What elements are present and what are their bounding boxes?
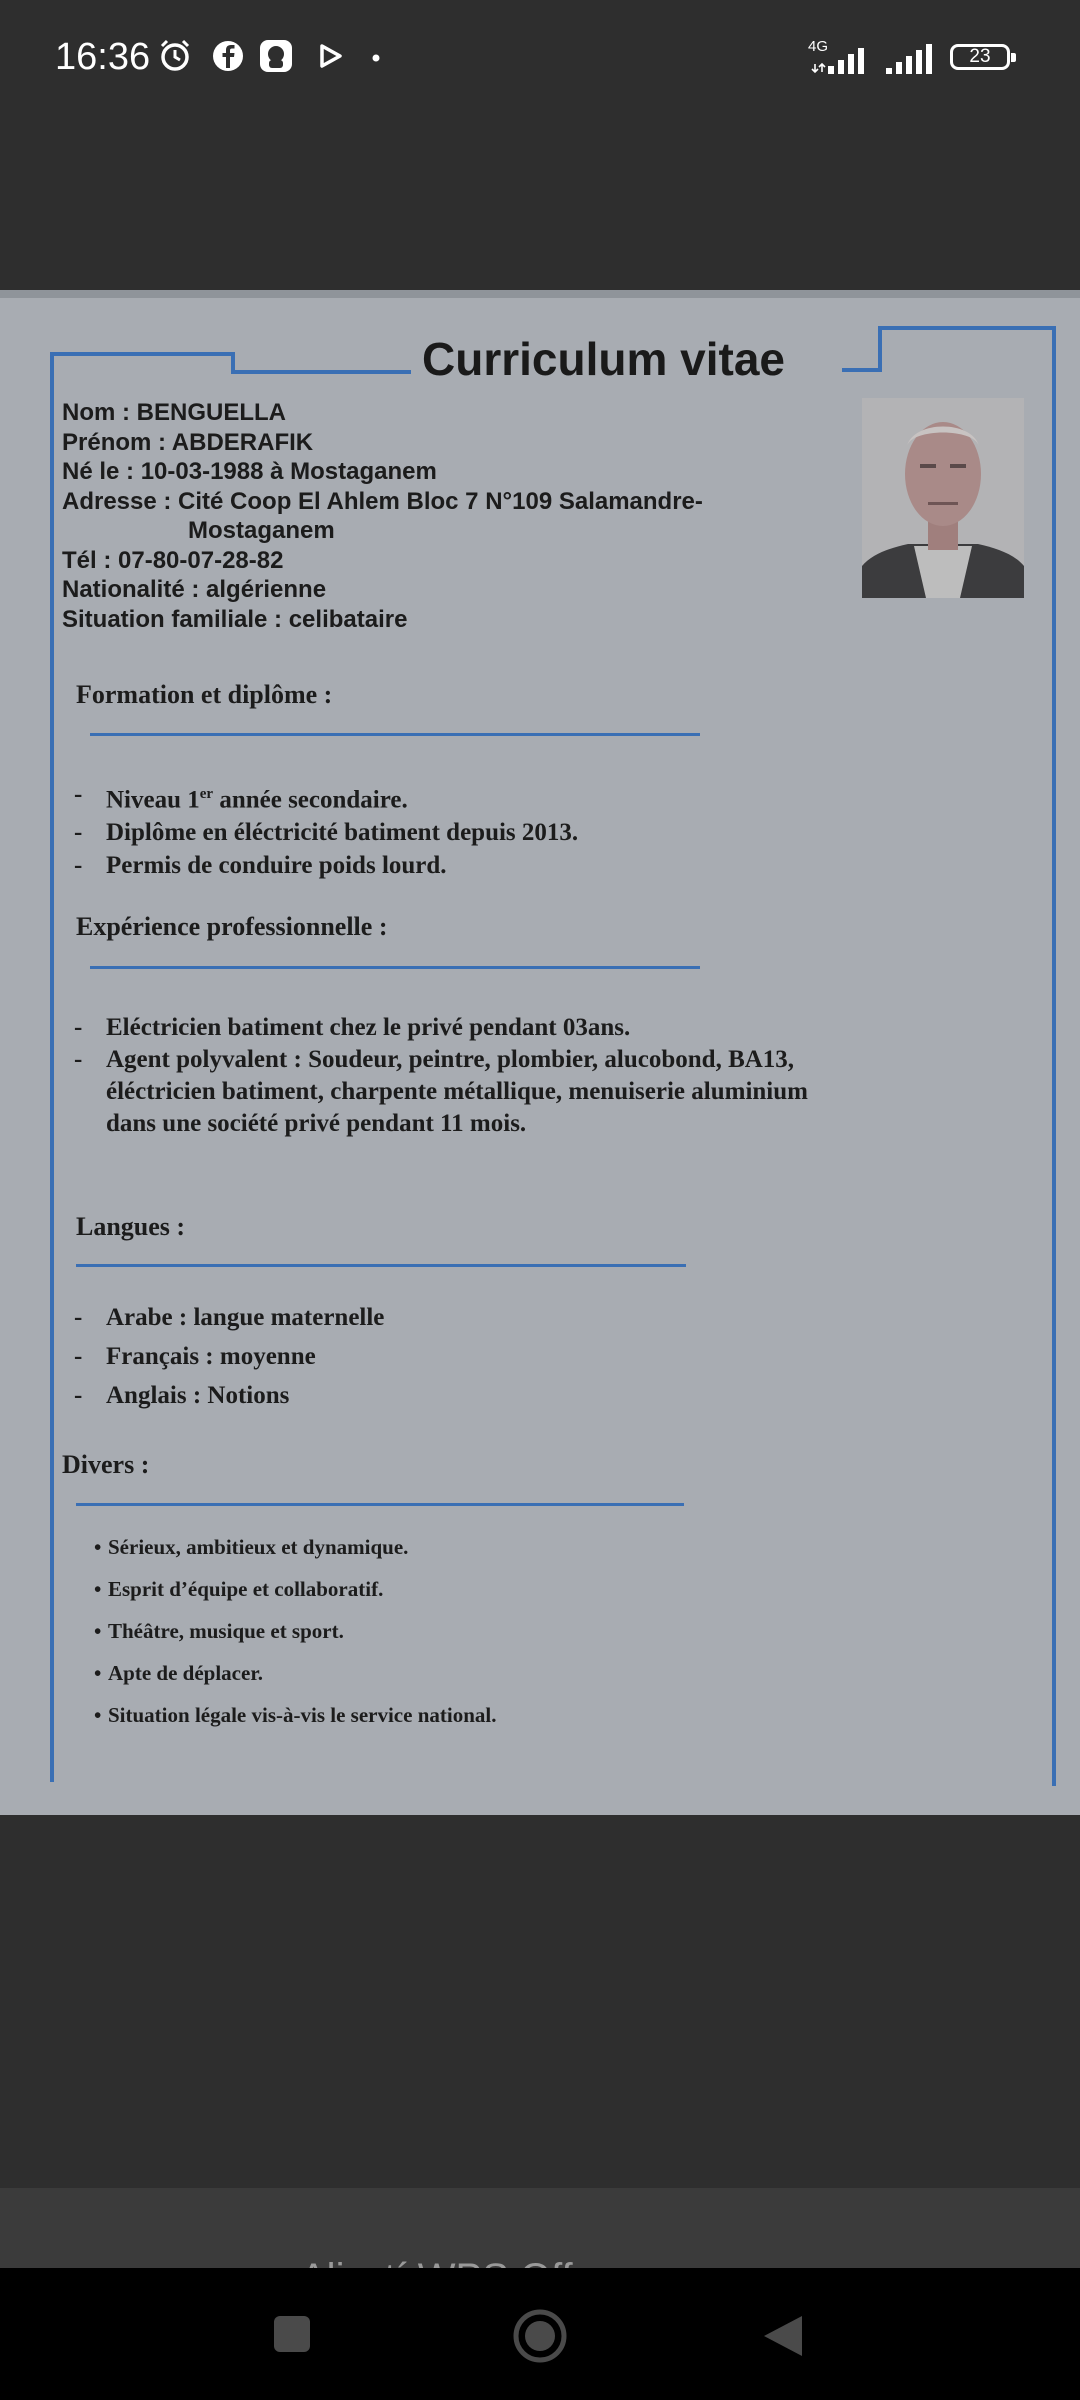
list-item: • Théâtre, musique et sport. — [94, 1619, 344, 1643]
experience-list — [74, 1012, 808, 1140]
signal-icon-2 — [880, 44, 938, 76]
frame-border-top-right-2 — [842, 368, 882, 372]
section-rule-divers — [76, 1503, 684, 1506]
info-situation: Situation familiale : celibataire — [62, 605, 408, 633]
facebook-icon — [210, 38, 246, 74]
status-time: 16:36 — [55, 36, 151, 78]
list-item-cont: éléctricien batiment, charpente métallique, menuiserie aluminium — [106, 1078, 808, 1105]
list-item-cont: dans une société privé pendant 11 mois. — [106, 1110, 527, 1137]
langues-list — [74, 1298, 384, 1415]
list-item: - Arabe : langue maternelle — [74, 1304, 385, 1331]
page-edge — [0, 290, 1080, 298]
dot-icon — [364, 38, 400, 74]
list-item: - Permis de conduire poids lourd. — [74, 852, 447, 880]
list-item: • Situation légale vis-à-vis le service national. — [94, 1703, 497, 1727]
info-nationalite: Nationalité : algérienne — [62, 576, 327, 603]
profile-photo — [862, 398, 1024, 598]
list-item: - Anglais : Notions — [74, 1382, 290, 1409]
play-icon — [312, 38, 348, 74]
info-nom: Nom : BENGUELLA — [62, 399, 286, 426]
list-item: - Niveau 1er année secondaire. — [74, 781, 408, 814]
battery-icon: 23 — [950, 44, 1010, 70]
list-item: • Esprit d’équipe et collaboratif. — [94, 1577, 384, 1601]
list-item: - Français : moyenne — [74, 1343, 316, 1370]
divers-list — [94, 1526, 496, 1736]
recent-apps-button[interactable] — [272, 2314, 312, 2354]
section-title-divers: Divers : — [62, 1450, 150, 1479]
frame-border-right — [1052, 326, 1056, 1786]
frame-border-step-right — [878, 326, 882, 370]
section-rule-formation — [90, 733, 700, 736]
frame-border-top-left-2 — [231, 370, 411, 374]
back-button[interactable] — [760, 2312, 806, 2360]
section-rule-langues — [76, 1264, 686, 1267]
section-title-formation: Formation et diplôme : — [76, 680, 333, 709]
section-rule-experience — [90, 966, 700, 969]
list-item: • Apte de déplacer. — [94, 1661, 263, 1685]
section-title-langues: Langues : — [76, 1212, 186, 1241]
info-naissance: Né le : 10-03-1988 à Mostaganem — [62, 458, 437, 485]
network-type: 4G — [808, 38, 829, 55]
info-prenom: Prénom : ABDERAFIK — [62, 428, 314, 456]
frame-border-left — [50, 352, 54, 1782]
list-item: - Agent polyvalent : Soudeur, peintre, plombier, alucobond, BA13, — [74, 1046, 795, 1073]
document-page — [0, 290, 1080, 1815]
open-with-banner[interactable] — [0, 2188, 1080, 2268]
cv-title: Curriculum vitae — [422, 333, 785, 385]
formation-list — [74, 778, 578, 882]
info-tel: Tél : 07-80-07-28-82 — [62, 546, 284, 574]
navigation-bar — [0, 2268, 1080, 2400]
frame-border-top-right — [878, 326, 1056, 330]
status-bar — [0, 0, 1080, 120]
home-button[interactable] — [512, 2308, 568, 2364]
frame-border-top-left — [50, 352, 233, 356]
alarm-icon — [157, 38, 193, 74]
info-adresse: Adresse : Cité Coop El Ahlem Bloc 7 N°109 Salamandre- — [62, 487, 703, 515]
section-title-experience: Expérience professionnelle : — [76, 912, 388, 941]
list-item: - Diplôme en éléctricité batiment depuis 2013. — [74, 819, 579, 847]
person-photo-icon — [862, 398, 1024, 598]
app-icon — [258, 38, 294, 74]
list-item: • Sérieux, ambitieux et dynamique. — [94, 1535, 409, 1559]
info-adresse-cont: Mostaganem — [188, 517, 335, 544]
personal-info — [62, 398, 703, 634]
signal-icon — [812, 44, 876, 76]
list-item: - Eléctricien batiment chez le privé pendant 03ans. — [74, 1014, 631, 1041]
